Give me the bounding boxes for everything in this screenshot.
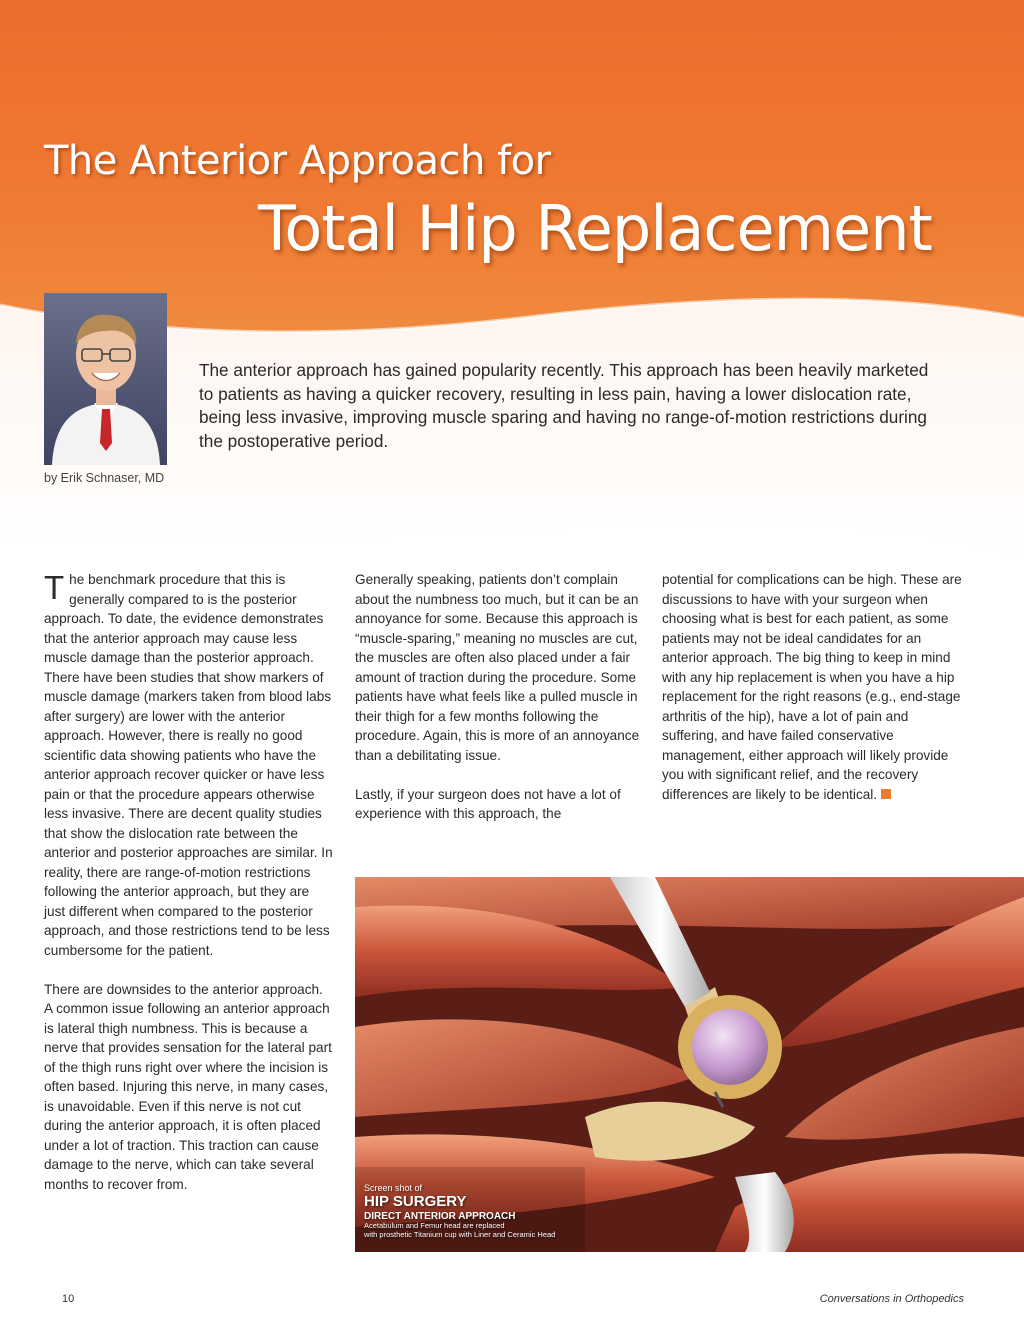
article-column-3 xyxy=(662,570,962,824)
author-photo xyxy=(44,293,167,465)
article-column-1 xyxy=(44,570,334,1214)
title-line-1: The Anterior Approach for xyxy=(44,138,551,184)
figure-caption xyxy=(364,1183,555,1239)
drop-cap: T xyxy=(44,569,65,606)
author-byline: by Erik Schnaser, MD xyxy=(44,471,165,485)
article-column-2 xyxy=(355,570,645,843)
caption-subtitle: DIRECT ANTERIOR APPROACH xyxy=(364,1210,516,1222)
caption-title: HIP SURGERY xyxy=(364,1193,467,1211)
caption-kicker: Screen shot of xyxy=(364,1183,423,1193)
body-paragraph xyxy=(662,570,962,804)
body-paragraph: There are downsides to the anterior approach. A common issue following an anterior approach is lateral thigh numbness. This is because a nerve that provides sensation for the lateral part of the thigh runs right over where the incision is often based. Injuring this nerve, in many cases, is unavoidable. Even if this nerve is not cut during the anterior approach, it is often placed under a lot of traction. This traction can cause damage to the nerve, which can take several months to recover from. xyxy=(44,981,332,1192)
body-paragraph xyxy=(44,570,334,960)
intro-paragraph: The anterior approach has gained popularity recently. This approach has been heavily marketed to patients as having a quicker recovery, resulting in less pain, having a lower dislocation rate, being less invasive, improving muscle sparing and having no range-of-motion restrictions during the postoperative period. xyxy=(199,360,929,451)
publication-name: Conversations in Orthopedics xyxy=(819,1293,964,1305)
caption-description-2: with prosthetic Titanium cup with Liner and Ceramic Head xyxy=(364,1229,556,1239)
paragraph-text: potential for complications can be high. These are discussions to have with your surgeon when choosing what is best for each patient, as some patients may not be ideal candidates for an anterior approach. The big thing to keep in mind with any hip replacement is when you have a hip replacement for the right reasons (e.g., end-stage arthritis of the hip), have a lot of pain and suffering, and have failed conservative management, either approach will likely provide you with significant relief, and the recovery differences are likely to be identical. xyxy=(662,572,962,802)
end-of-article-icon xyxy=(881,789,891,799)
body-paragraph: Generally speaking, patients don’t complain about the numbness too much, but it can be an annoyance for some. Because this approach is “muscle-sparing,” meaning no muscles are cut, the muscles are often also placed under a fair amount of traction during the procedure. Some patients have what feels like a pulled muscle in their thigh for a few months following the procedure. Again, this is more of an annoyance than a debilitating issue. xyxy=(355,572,640,763)
page-number: 10 xyxy=(62,1293,75,1305)
caption-description-1: Acetabulum and Femur head are replaced xyxy=(364,1221,505,1231)
author-portrait-icon xyxy=(44,293,167,465)
title-line-2: Total Hip Replacement xyxy=(258,192,932,265)
body-paragraph: Lastly, if your surgeon does not have a lot of experience with this approach, the xyxy=(355,786,621,821)
paragraph-text: he benchmark procedure that this is generally compared to is the posterior approach. To date, the evidence demonstrates that the anterior approach may cause less muscle damage than the posterior approach. There have been studies that show markers of muscle damage (markers taken from blood labs after surgery) are lower with the anterior approach. However, there is really no good scientific data showing patients who have the anterior approach recover quicker or have less pain or that the procedure appears otherwise less invasive. There are decent quality studies that show the dislocation rate between the anterior and posterior approaches are similar. In reality, there are range-of-motion restrictions following the anterior approach, but they are just different when compared to the posterior approach, and those restrictions tend to be less cumbersome for the patient. xyxy=(44,572,333,958)
